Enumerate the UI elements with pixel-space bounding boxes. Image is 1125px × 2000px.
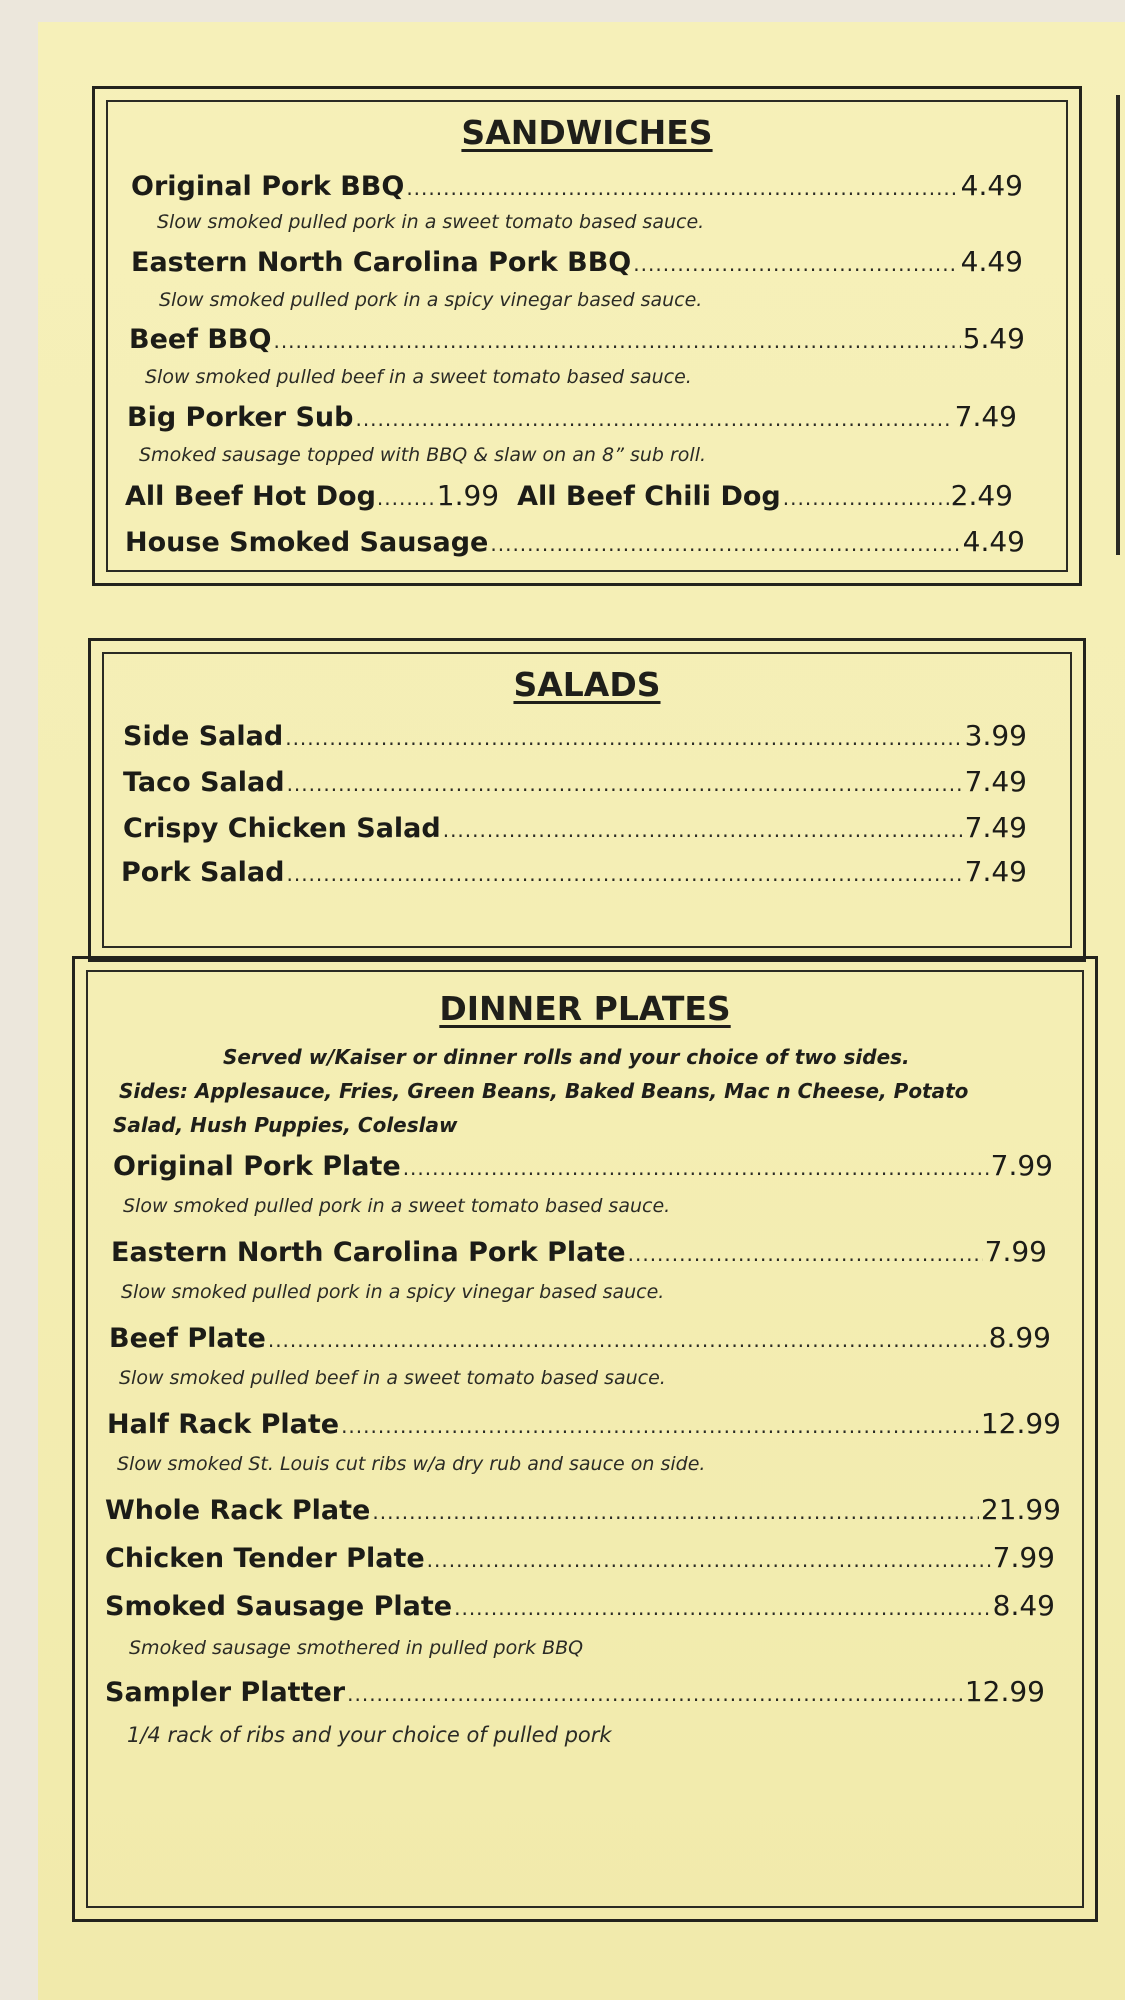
item-name: Pork Salad — [121, 857, 285, 888]
dinner-plates-section — [72, 956, 1098, 1922]
menu-item — [107, 1407, 1061, 1440]
menu-item — [123, 719, 1027, 752]
item-description: Slow smoked pulled beef in a sweet tomato based sauce. — [119, 1367, 666, 1389]
item-name: Smoked Sausage Plate — [105, 1591, 453, 1622]
item-price: 12.99 — [980, 1407, 1061, 1440]
served-note: Served w/Kaiser or dinner rolls and your choice of two sides. — [223, 1045, 910, 1069]
item-name: Side Salad — [123, 721, 284, 752]
dot-leader — [403, 1156, 989, 1180]
menu-item — [109, 1321, 1051, 1354]
item-name: Original Pork Plate — [113, 1151, 401, 1182]
dot-leader — [285, 726, 962, 750]
dot-leader — [427, 1548, 991, 1572]
dot-leader — [355, 407, 952, 431]
item-price: 2.49 — [950, 479, 1013, 512]
menu-item — [125, 525, 1025, 558]
item-description: Slow smoked pulled pork in a sweet tomato based sauce. — [123, 1195, 671, 1217]
dot-leader — [490, 532, 960, 556]
dot-leader — [443, 818, 963, 842]
item-price: 12.99 — [964, 1675, 1045, 1708]
item-name: Original Pork BBQ — [131, 171, 405, 202]
menu-item — [131, 169, 1023, 202]
dot-leader — [286, 862, 962, 886]
dot-leader — [454, 1596, 991, 1620]
item-price: 3.99 — [964, 719, 1027, 752]
item-price: 21.99 — [980, 1493, 1061, 1526]
sides-line: Salad, Hush Puppies, Coleslaw — [113, 1113, 458, 1137]
item-price: 1.99 — [436, 479, 500, 512]
item-name: Sampler Platter — [105, 1677, 346, 1708]
dot-leader — [628, 1242, 983, 1266]
dot-leader — [268, 1328, 987, 1352]
dot-leader — [372, 1500, 978, 1524]
hotdog-row — [125, 479, 1013, 512]
menu-item — [113, 1149, 1053, 1182]
dinner-plates-title: DINNER PLATES — [439, 989, 731, 1028]
item-description: Slow smoked pulled beef in a sweet tomato based sauce. — [145, 366, 692, 388]
item-price: 4.49 — [960, 169, 1023, 202]
item-price: 4.49 — [960, 245, 1023, 278]
item-name: Half Rack Plate — [107, 1409, 340, 1440]
menu-item — [123, 765, 1027, 798]
salads-section — [88, 638, 1086, 962]
item-name: Whole Rack Plate — [105, 1495, 371, 1526]
item-price: 7.49 — [954, 400, 1017, 433]
item-price: 7.49 — [964, 811, 1027, 844]
item-name: Eastern North Carolina Pork BBQ — [131, 247, 632, 278]
item-description: 1/4 rack of ribs and your choice of pulled pork — [127, 1723, 612, 1747]
item-price: 8.99 — [988, 1321, 1051, 1354]
salads-title: SALADS — [513, 665, 661, 704]
menu-item — [105, 1493, 1061, 1526]
item-name: Beef BBQ — [129, 324, 272, 355]
item-name: Chicken Tender Plate — [105, 1543, 425, 1574]
dot-leader: ........ — [376, 486, 436, 510]
item-price: 8.49 — [992, 1589, 1055, 1622]
dot-leader — [406, 176, 958, 200]
item-description: Smoked sausage topped with BBQ & slaw on an 8” sub roll. — [139, 444, 707, 466]
menu-item — [111, 1235, 1047, 1268]
menu-item — [123, 811, 1027, 844]
dot-leader — [273, 329, 960, 353]
menu-item — [131, 245, 1023, 278]
item-description: Slow smoked pulled pork in a spicy vinegar based sauce. — [121, 1281, 665, 1303]
menu-item — [129, 322, 1025, 355]
item-description: Slow smoked St. Louis cut ribs w/a dry rub and sauce on side. — [117, 1453, 706, 1475]
dot-leader — [341, 1414, 979, 1438]
menu-item — [105, 1589, 1055, 1622]
item-name: Taco Salad — [123, 767, 285, 798]
item-name: All Beef Chili Dog — [517, 481, 781, 512]
dot-leader — [347, 1682, 963, 1706]
item-name: Beef Plate — [109, 1323, 266, 1354]
item-price: 7.49 — [964, 855, 1027, 888]
item-description: Smoked sausage smothered in pulled pork BBQ — [129, 1637, 584, 1659]
dot-leader — [633, 252, 958, 276]
item-name: Eastern North Carolina Pork Plate — [111, 1237, 626, 1268]
dot-leader — [783, 486, 949, 510]
item-price: 7.49 — [964, 765, 1027, 798]
item-name: All Beef Hot Dog — [125, 481, 376, 512]
menu-item — [105, 1541, 1055, 1574]
item-price: 4.49 — [962, 525, 1025, 558]
menu-item — [105, 1675, 1045, 1708]
dot-leader — [287, 772, 963, 796]
sandwiches-section — [92, 86, 1082, 586]
item-name: Crispy Chicken Salad — [123, 813, 441, 844]
menu-item — [121, 855, 1027, 888]
adjacent-page-border — [1116, 95, 1120, 555]
sandwiches-title: SANDWICHES — [461, 113, 713, 152]
item-name: Big Porker Sub — [127, 402, 354, 433]
item-description: Slow smoked pulled pork in a spicy vinegar based sauce. — [159, 289, 703, 311]
item-price: 7.99 — [984, 1235, 1047, 1268]
item-name: House Smoked Sausage — [125, 527, 489, 558]
item-price: 7.99 — [990, 1149, 1053, 1182]
item-price: 5.49 — [962, 322, 1025, 355]
menu-item — [127, 400, 1017, 433]
item-description: Slow smoked pulled pork in a sweet tomato based sauce. — [157, 211, 705, 233]
sides-line: Sides: Applesauce, Fries, Green Beans, Baked Beans, Mac n Cheese, Potato — [119, 1079, 969, 1103]
item-price: 7.99 — [992, 1541, 1055, 1574]
